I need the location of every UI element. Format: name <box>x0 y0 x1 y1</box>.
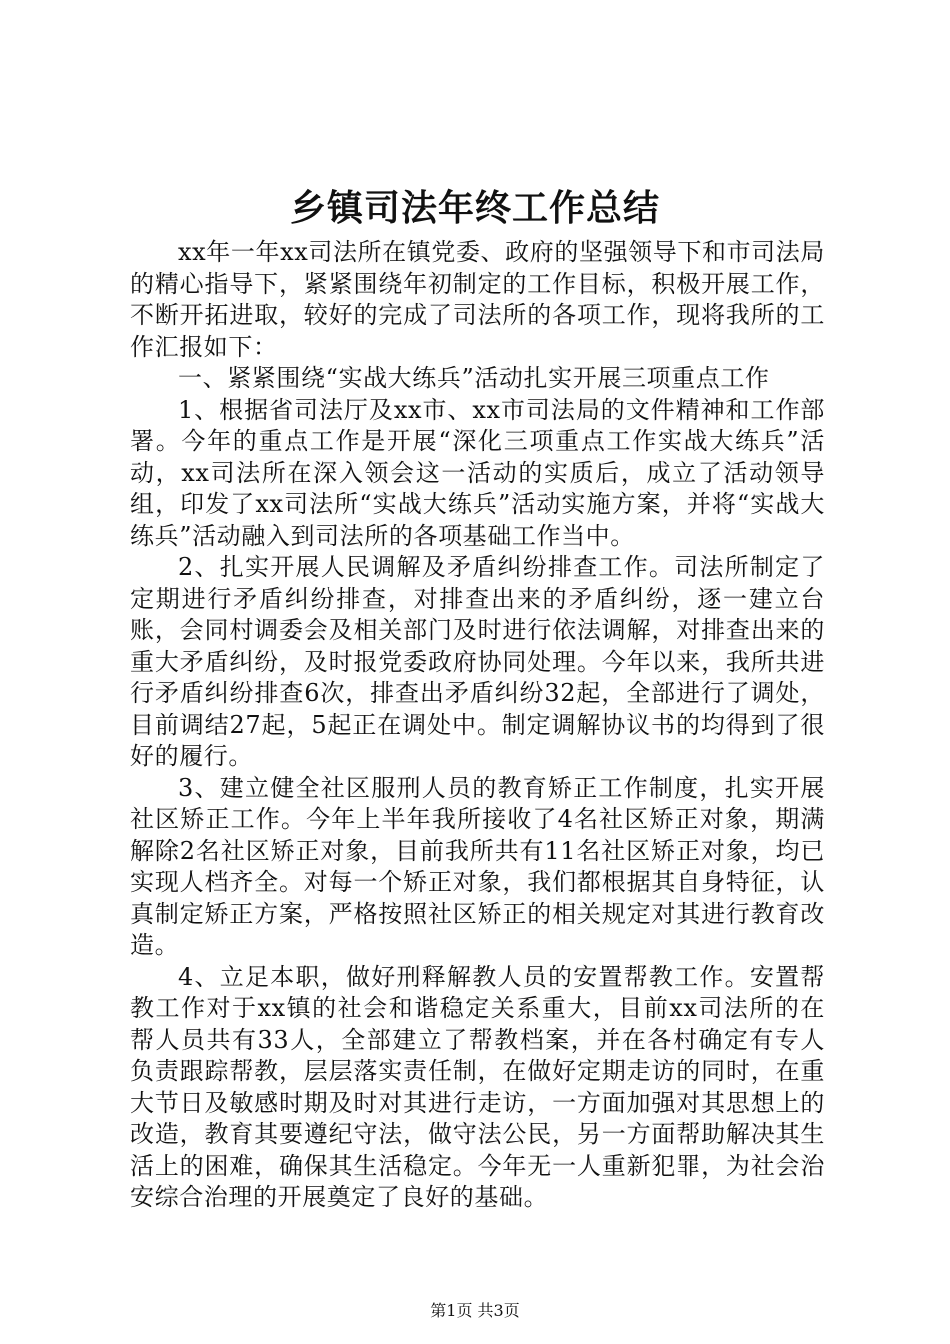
document-title: 乡镇司法年终工作总结 <box>289 187 660 229</box>
paragraph-item-3: 3、建立健全社区服刑人员的教育矫正工作制度，扎实开展社区矫正工作。今年上半年我所接收了4名社区矫正对象，期满解除2名社区矫正对象，目前我所共有11名社区矫正对象，均已实现人档齐全。对每一个矫正对象，我们都根据其自身特征，认真制定矫正方案，严格按照社区矫正的相关规定对其进行教育改造。 <box>130 773 825 959</box>
section-heading-1: 一、紧紧围绕“实战大练兵”活动扎实开展三项重点工作 <box>178 364 770 392</box>
document-body <box>130 237 825 1214</box>
paragraph-item-1: 1、根据省司法厅及xx市、xx市司法局的文件精神和工作部署。今年的重点工作是开展“深化三项重点工作实战大练兵”活动，xx司法所在深入领会这一活动的实质后，成立了活动领导组，印发了xx司法所“实战大练兵”活动实施方案，并将“实战大练兵”活动融入到司法所的各项基础工作当中。 <box>130 395 825 550</box>
page-number-footer: 第1页 共3页 <box>430 1301 520 1320</box>
paragraph-item-2: 2、扎实开展人民调解及矛盾纠纷排查工作。司法所制定了定期进行矛盾纠纷排查，对排查出来的矛盾纠纷，逐一建立台账，会同村调委会及相关部门及时进行依法调解，对排查出来的重大矛盾纠纷，及时报党委政府协同处理。今年以来，我所共进行矛盾纠纷排查6次，排查出矛盾纠纷32起，全部进行了调处，目前调结27起，5起正在调处中。制定调解协议书的均得到了很好的履行。 <box>130 553 825 770</box>
paragraph-item-4: 4、立足本职，做好刑释解教人员的安置帮教工作。安置帮教工作对于xx镇的社会和谐稳定关系重大，目前xx司法所的在帮人员共有33人，全部建立了帮教档案，并在各村确定有专人负责跟踪帮教，层层落实责任制，在做好定期走访的同时，在重大节日及敏感时期及时对其进行走访，一方面加强对其思想上的改造，教育其要遵纪守法，做守法公民，另一方面帮助解决其生活上的困难，确保其生活稳定。今年无一人重新犯罪，为社会治安综合治理的开展奠定了良好的基础。 <box>130 962 825 1211</box>
paragraph-intro: xx年一年xx司法所在镇党委、政府的坚强领导下和市司法局的精心指导下，紧紧围绕年初制定的工作目标，积极开展工作，不断开拓进取，较好的完成了司法所的各项工作，现将我所的工作汇报如下： <box>130 238 825 361</box>
